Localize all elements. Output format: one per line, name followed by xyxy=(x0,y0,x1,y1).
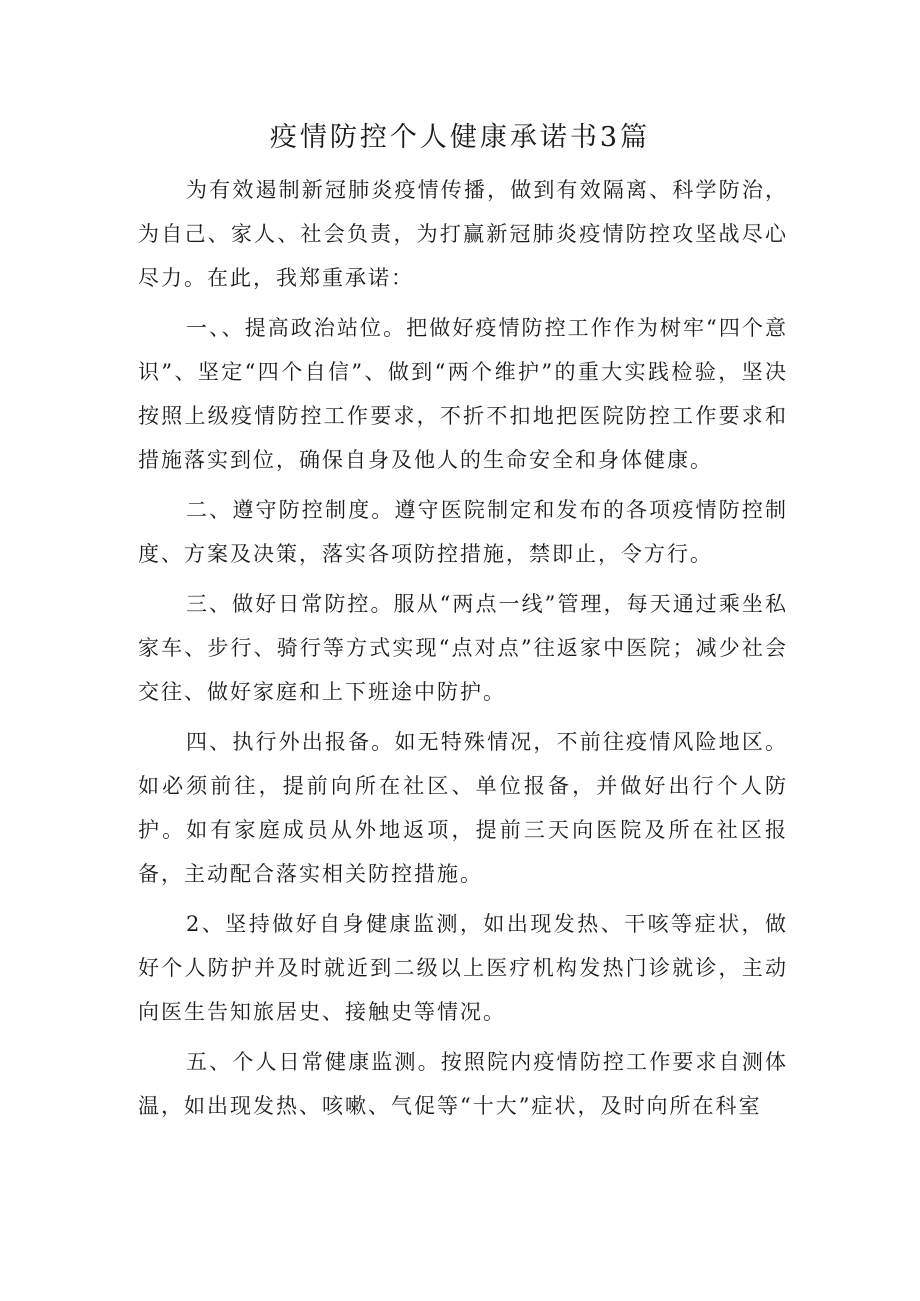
paragraph-daily-health-monitoring: 五、个人日常健康监测。按照院内疫情防控工作要求自测体温，如出现发热、咳嗽、气促等“十大”症状，及时向所在科室 xyxy=(138,1050,788,1118)
paragraph-health-monitoring-self: 2、坚持做好自身健康监测，如出现发热、干咳等症状，做好个人防护并及时就近到二级以上医疗机构发热门诊就诊，主动向医生告知旅居史、接触史等情况。 xyxy=(138,912,788,1024)
paragraph-prevention-rules: 二、遵守防控制度。遵守医院制定和发布的各项疫情防控制度、方案及决策，落实各项防控措施，禁即止，令方行。 xyxy=(138,498,788,566)
document-body xyxy=(138,168,788,1134)
intro-paragraph: 为有效遏制新冠肺炎疫情传播，做到有效隔离、科学防治，为自己、家人、社会负责，为打赢新冠肺炎疫情防控攻坚战尽心尽力。在此，我郑重承诺： xyxy=(138,178,788,290)
document-title: 疫情防控个人健康承诺书3篇 xyxy=(269,122,651,153)
paragraph-daily-prevention: 三、做好日常防控。服从“两点一线”管理，每天通过乘坐私家车、步行、骑行等方式实现“点对点”往返家中医院；减少社会交往、做好家庭和上下班途中防护。 xyxy=(138,592,788,704)
paragraph-travel-reporting: 四、执行外出报备。如无特殊情况，不前往疫情风险地区。如必须前往，提前向所在社区、单位报备，并做好出行个人防护。如有家庭成员从外地返项，提前三天向医院及所在社区报备，主动配合落实相关防控措施。 xyxy=(138,730,788,886)
paragraph-political-stance: 一、、提高政治站位。把做好疫情防控工作作为树牢“四个意识”、坚定“四个自信”、做到“两个维护”的重大实践检验，坚决按照上级疫情防控工作要求，不折不扣地把医院防控工作要求和措施落实到位，确保自身及他人的生命安全和身体健康。 xyxy=(138,316,788,472)
